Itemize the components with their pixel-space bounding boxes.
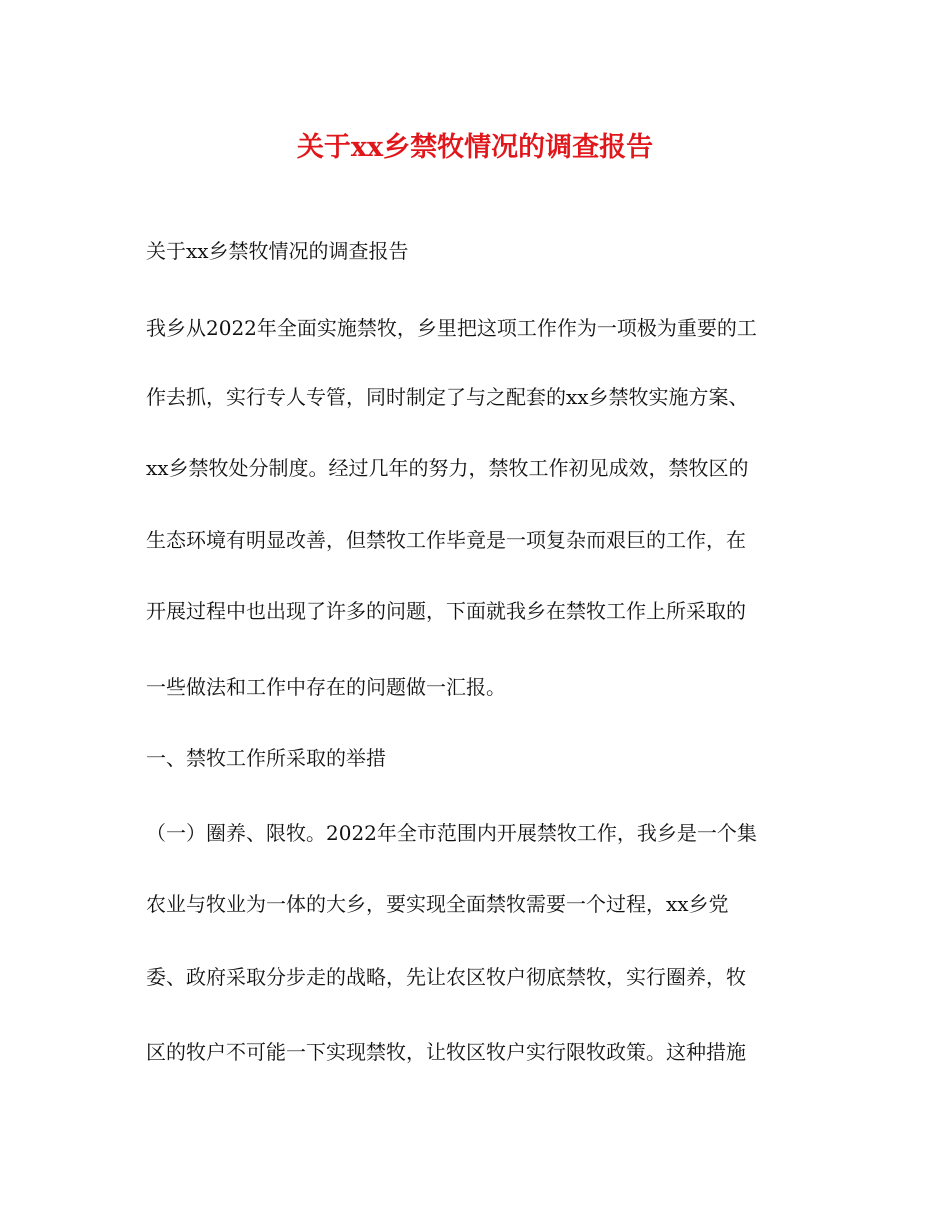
text-line: 关于xx乡禁牧情况的调查报告 xyxy=(146,239,409,263)
document-title: 关于xx乡禁牧情况的调查报告 xyxy=(296,132,654,163)
text-line: 农业与牧业为一体的大乡，要实现全面禁牧需要一个过程，xx乡党 xyxy=(146,892,729,916)
text-line: 一、禁牧工作所采取的举措 xyxy=(146,746,386,770)
text-line: xx乡禁牧处分制度。经过几年的努力，禁牧工作初见成效，禁牧区的 xyxy=(146,456,749,480)
text-line: 作去抓，实行专人专管，同时制定了与之配套的xx乡禁牧实施方案、 xyxy=(146,385,749,409)
text-line: 我乡从2022年全面实施禁牧，乡里把这项工作作为一项极为重要的工 xyxy=(146,316,757,340)
text-line: 区的牧户不可能一下实现禁牧，让牧区牧户实行限牧政策。这种措施 xyxy=(146,1040,746,1064)
text-line: （一）圈养、限牧。2022年全市范围内开展禁牧工作，我乡是一个集 xyxy=(146,821,757,845)
text-line: 委、政府采取分步走的战略，先让农区牧户彻底禁牧，实行圈养，牧 xyxy=(146,965,746,989)
text-line: 生态环境有明显改善，但禁牧工作毕竟是一项复杂而艰巨的工作，在 xyxy=(146,528,746,552)
text-line: 一些做法和工作中存在的问题做一汇报。 xyxy=(146,675,506,699)
text-line: 开展过程中也出现了许多的问题，下面就我乡在禁牧工作上所采取的 xyxy=(146,599,746,623)
